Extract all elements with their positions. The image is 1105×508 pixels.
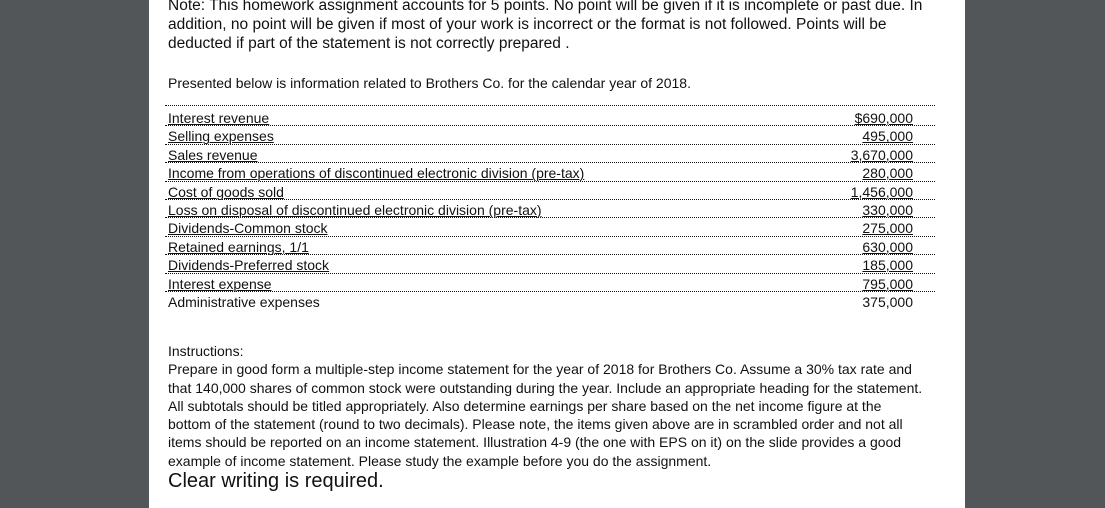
table-row — [165, 255, 935, 273]
item-amount: 280,000 — [862, 165, 913, 182]
item-label: Sales revenue — [168, 146, 258, 163]
table-row — [165, 292, 935, 310]
item-label: Interest expense — [168, 275, 272, 292]
table-row — [165, 200, 935, 218]
table-row — [165, 108, 935, 126]
item-amount: 495,000 — [862, 128, 913, 145]
item-label: Cost of goods sold — [168, 183, 284, 200]
item-amount: 330,000 — [862, 201, 913, 218]
item-label: Dividends-Common stock — [168, 220, 328, 237]
homework-note: Note: This homework assignment accounts for 5 points. No point will be given if it is incomplete or past due. In addition, no point will be given if most of your work is incorrect or the format is not followed. Points will be deducted if part of the statement is not correctly prepared . — [168, 0, 923, 52]
item-amount: 275,000 — [862, 220, 913, 237]
item-label: Retained earnings, 1/1 — [168, 238, 309, 255]
instructions-block — [168, 342, 938, 470]
item-amount: 3,670,000 — [850, 146, 913, 163]
item-amount: 185,000 — [862, 257, 913, 274]
table-row — [165, 218, 935, 236]
table-row — [165, 237, 935, 255]
item-label: Income from operations of discontinued electronic division (pre-tax) — [168, 165, 585, 182]
table-row — [165, 274, 935, 292]
financial-items-table — [165, 108, 935, 310]
item-amount: 375,000 — [862, 293, 913, 310]
item-amount: 630,000 — [862, 238, 913, 255]
table-row — [165, 182, 935, 200]
closing-statement: Clear writing is required. — [168, 470, 384, 492]
instructions-heading: Instructions: — [168, 343, 244, 359]
instructions-body: Prepare in good form a multiple-step income statement for the year of 2018 for Brothers Co. Assume a 30% tax rate and that 140,000 shares of common stock were outstanding during the year. Include an appropriate heading for the statement. All subtotals should be titled appropriately. Also determine earnings per share based on the net income figure at the bottom of the statement (round to two decimals). Please note, the items given above are in scrambled order and not all items should be reported on an income statement. Illustration 4-9 (the one with EPS on it) on the slide provides a good example of income statement. Please study the example before you do the assignment. — [168, 361, 923, 469]
item-amount: 1,456,000 — [850, 183, 913, 200]
document-page — [149, 0, 965, 508]
table-row — [165, 145, 935, 163]
item-amount: 795,000 — [862, 275, 913, 292]
table-row — [165, 163, 935, 181]
intro-text: Presented below is information related to Brothers Co. for the calendar year of 2018. — [168, 75, 691, 91]
item-label: Dividends-Preferred stock — [168, 257, 330, 274]
item-label: Loss on disposal of discontinued electronic division (pre-tax) — [168, 201, 542, 218]
table-row — [165, 126, 935, 144]
item-label: Selling expenses — [168, 128, 274, 145]
item-amount: $690,000 — [854, 110, 913, 126]
item-label: Administrative expenses — [168, 293, 320, 310]
item-label: Interest revenue — [168, 110, 270, 126]
